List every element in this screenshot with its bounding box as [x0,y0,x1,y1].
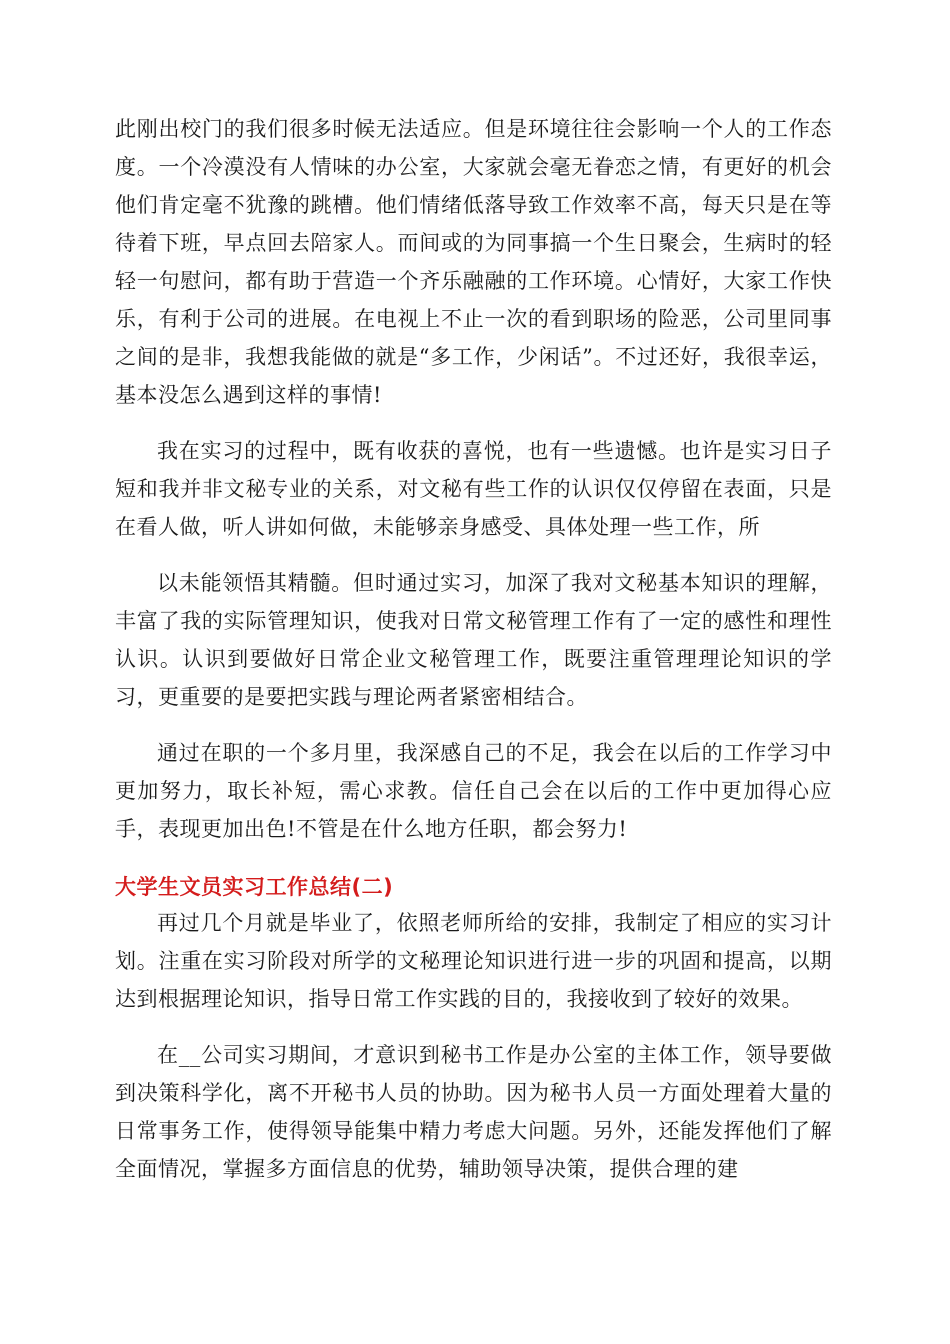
document-page [115,110,832,1188]
paragraph-plan: 再过几个月就是毕业了，依照老师所给的安排，我制定了相应的实习计划。注重在实习阶段对所学的文秘理论知识进行进一步的巩固和提高，以期达到根据理论知识，指导日常工作实践的目的，我接收到了较好的效果。 [115,911,832,1011]
section-heading: 大学生文员实习工作总结(二) [115,875,394,899]
paragraph-continuation: 此刚出校门的我们很多时候无法适应。但是环境往往会影响一个人的工作态度。一个冷漠没有人情味的办公室，大家就会毫无眷恋之情，有更好的机会他们肯定毫不犹豫的跳槽。他们情绪低落导致工作效率不高，每天只是在等待着下班，早点回去陪家人。而间或的为同事搞一个生日聚会，生病时的轻轻一句慰问，都有助于营造一个齐乐融融的工作环境。心情好，大家工作快乐，有利于公司的进展。在电视上不止一次的看到职场的险恶，公司里同事之间的是非，我想我能做的就是“多工作，少闲话”。不过还好，我很幸运，基本没怎么遇到这样的事情! [115,117,832,407]
paragraph-gains: 以未能领悟其精髓。但时通过实习，加深了我对文秘基本知识的理解，丰富了我的实际管理知识，使我对日常文秘管理工作有了一定的感性和理性认识。认识到要做好日常企业文秘管理工作，既要注重管理理论知识的学习，更重要的是要把实践与理论两者紧密相结合。 [115,571,832,709]
paragraph-internship: 在__公司实习期间，才意识到秘书工作是办公室的主体工作，领导要做到决策科学化，离不开秘书人员的协助。因为秘书人员一方面处理着大量的日常事务工作，使得领导能集中精力考虑大问题。另外，还能发挥他们了解全面情况，掌握多方面信息的优势，辅助领导决策，提供合理的建 [115,1043,832,1181]
paragraph-regrets: 我在实习的过程中，既有收获的喜悦，也有一些遗憾。也许是实习日子短和我并非文秘专业的关系，对文秘有些工作的认识仅仅停留在表面，只是在看人做，听人讲如何做，未能够亲身感受、具体处理一些工作，所 [115,439,832,539]
paragraph-conclusion: 通过在职的一个多月里，我深感自己的不足，我会在以后的工作学习中更加努力，取长补短，需心求教。信任自己会在以后的工作中更加得心应手，表现更加出色!不管是在什么地方任职，都会努力! [115,741,832,841]
